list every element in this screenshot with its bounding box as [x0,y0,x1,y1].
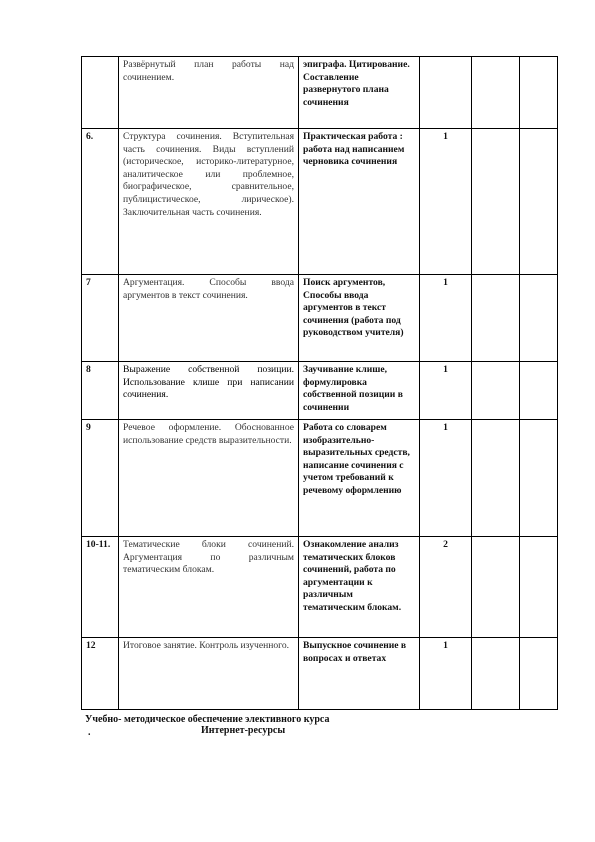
table-row [82,129,558,275]
empty-cell [472,420,520,537]
lesson-topic: Тематические блоки сочинений. Аргументация по различным тематическим блокам. [119,537,299,638]
lesson-hours [420,57,472,129]
lesson-activity: Заучивание клише, формулировка собственной позиции в сочинении [299,362,420,420]
lesson-topic: Речевое оформление. Обоснованное использование средств выразительности. [119,420,299,537]
lesson-hours: 1 [420,129,472,275]
methodical-support-heading: Учебно- методическое обеспечение элективного курса [85,714,330,725]
lesson-topic: Структура сочинения. Вступительная часть сочинения. Виды вступлений (историческое, историко-литературное, аналитическое или проблемное, биографическое, сравнительное, публицистическое, лирическое). Заключительная часть сочинения. [119,129,299,275]
empty-cell [472,57,520,129]
internet-resources-heading: Интернет-ресурсы [201,725,286,736]
lesson-hours: 1 [420,275,472,362]
table-row [82,638,558,710]
empty-cell [520,420,558,537]
lesson-hours: 2 [420,537,472,638]
empty-cell [472,537,520,638]
lesson-number: 12 [82,638,119,710]
empty-cell [520,275,558,362]
lesson-number [82,57,119,129]
empty-cell [472,362,520,420]
empty-cell [472,129,520,275]
lesson-number: 8 [82,362,119,420]
lesson-hours: 1 [420,420,472,537]
lesson-topic: Развёрнутый план работы над сочинением. [119,57,299,129]
bullet-dot: . [88,727,91,738]
lesson-number: 7 [82,275,119,362]
empty-cell [520,537,558,638]
lesson-number: 6. [82,129,119,275]
lesson-number: 9 [82,420,119,537]
lesson-hours: 1 [420,362,472,420]
table-row [82,420,558,537]
lesson-activity: Практическая работа : работа над написанием черновика сочинения [299,129,420,275]
table-row [82,362,558,420]
lesson-activity: Ознакомление анализ тематических блоков сочинений, работа по аргументации к различным тематическим блокам. [299,537,420,638]
table-row [82,57,558,129]
course-plan-table [81,56,558,710]
empty-cell [472,638,520,710]
lesson-activity: эпиграфа. Цитирование. Составление развернутого плана сочинения [299,57,420,129]
lesson-topic: Итоговое занятие. Контроль изученного. [119,638,299,710]
lesson-number: 10-11. [82,537,119,638]
lesson-topic: Аргументация. Способы ввода аргументов в текст сочинения. [119,275,299,362]
table-row [82,537,558,638]
lesson-activity: Работа со словарем изобразительно-выразительных средств, написание сочинения с учетом требований к речевому оформлению [299,420,420,537]
empty-cell [520,57,558,129]
empty-cell [520,362,558,420]
lesson-activity: Поиск аргументов, Способы ввода аргументов в текст сочинения (работа под руководством учителя) [299,275,420,362]
table-row [82,275,558,362]
lesson-topic: Выражение собственной позиции. Использование клише при написании сочинения. [119,362,299,420]
empty-cell [520,129,558,275]
empty-cell [520,638,558,710]
empty-cell [472,275,520,362]
lesson-hours: 1 [420,638,472,710]
lesson-activity: Выпускное сочинение в вопросах и ответах [299,638,420,710]
